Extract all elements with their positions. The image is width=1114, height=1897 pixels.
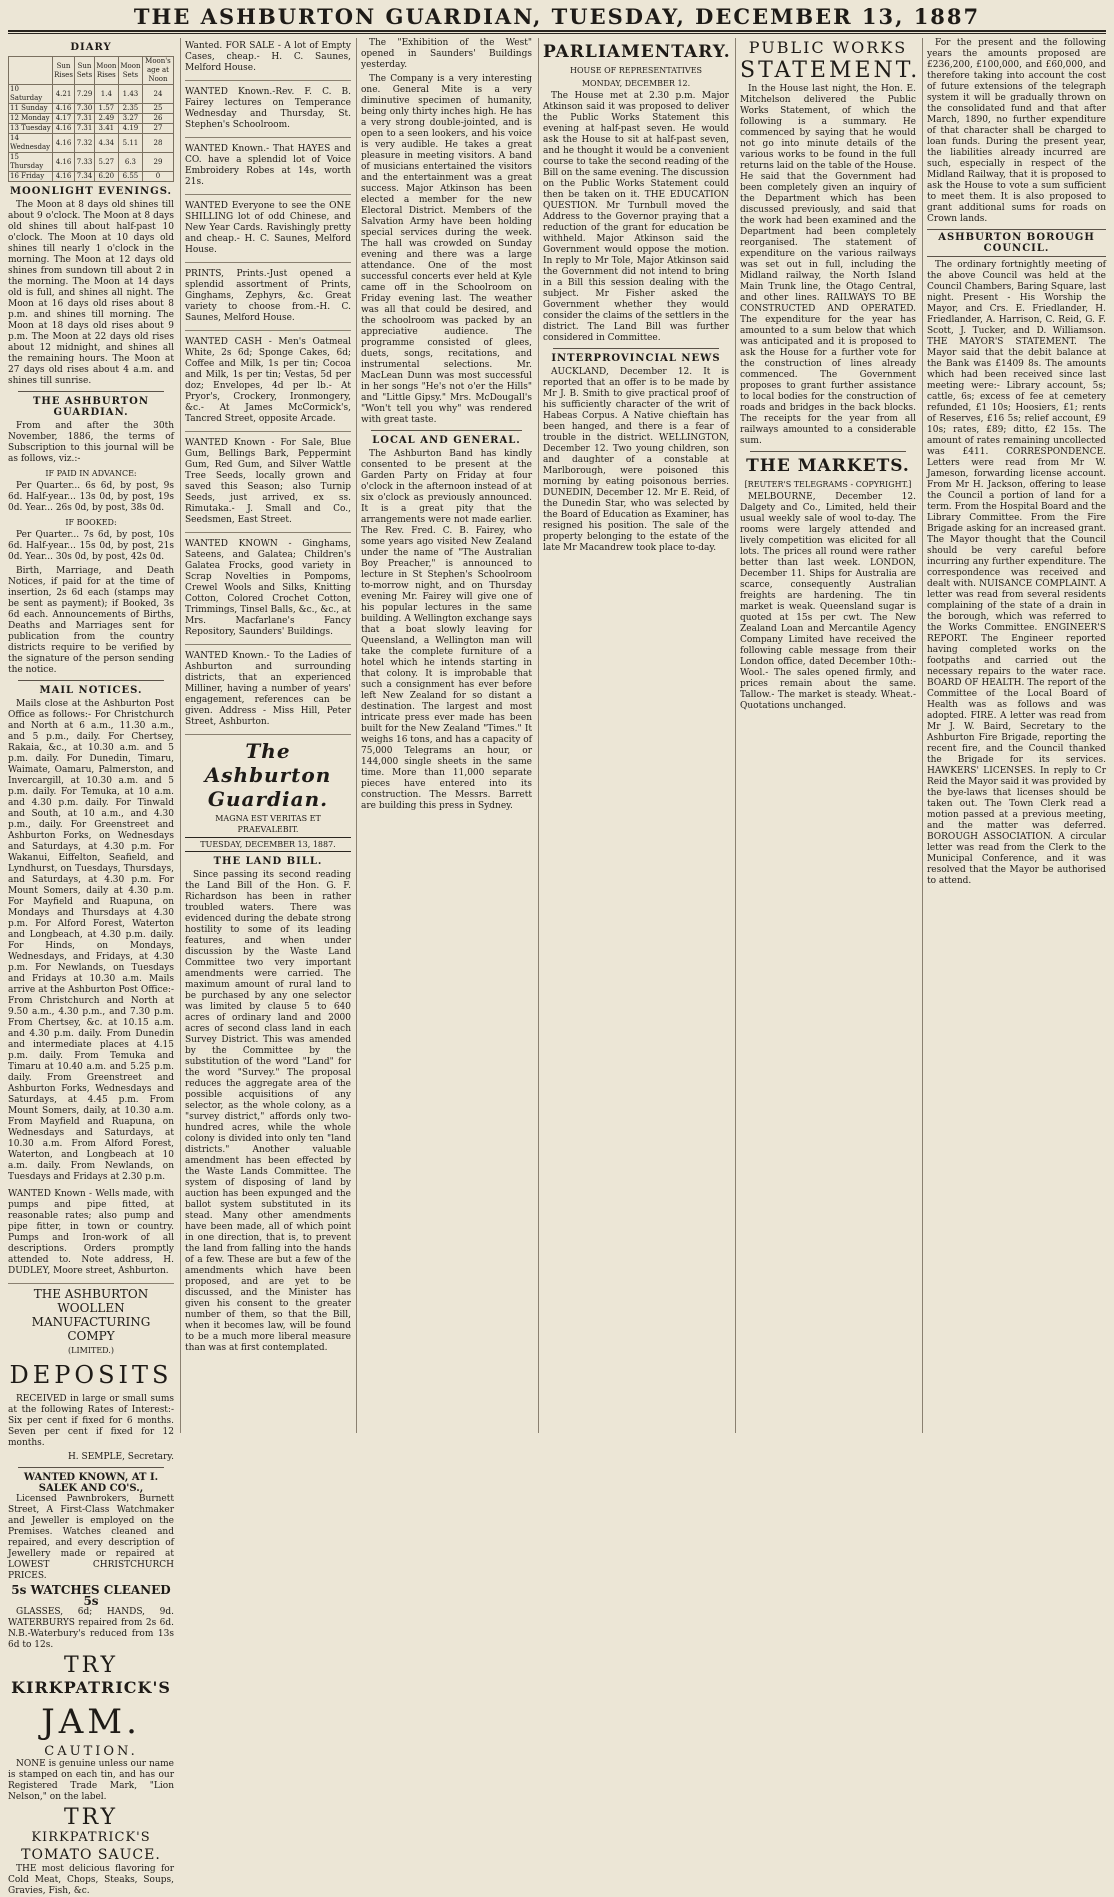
wells-ad <box>8 1186 174 1284</box>
sauce-text: THE most delicious flavoring for Cold Meat, Chops, Steaks, Soups, Gravies, Fish, &c. <box>8 1864 174 1896</box>
diary-cell: 7.30 <box>76 104 93 112</box>
diary-cell: 4.16 <box>52 104 75 114</box>
public-works-title-1: PUBLIC WORKS <box>748 38 908 57</box>
parliamentary-title: PARLIAMENTARY. <box>543 42 731 62</box>
diary-cell: 5.11 <box>118 134 142 153</box>
classified-ad <box>185 648 351 735</box>
classified-ad-text: WANTED Everyone to see the ONE SHILLING lot of odd Chinese, and New Year Cards. Ravishingly pretty and cheap.- H. C. Saunes, Melford House. <box>185 201 351 255</box>
classified-ad <box>185 435 351 533</box>
markets-sub: [REUTER'S TELEGRAMS - COPYRIGHT.] <box>744 480 912 489</box>
diary-cell: 28 <box>142 134 173 153</box>
diary-cell: 6.20 <box>94 172 118 182</box>
interprovincial-text: AUCKLAND, December 12. It is reported that an offer is to be made by Mr J. B. Smith to give practical proof of his sufficiently character of the writ of Habeas Corpus. A Native chieftain has been hanged, and there is a fear of trouble in the district. WELLINGTON, December 12. Two young children, son and daughter of a constable at Marlborough, were poisoned this morning by eating poisonous berries. DUNEDIN, December 12. Mr E. Reid, of the Dunedin Star, who was selected by the Board of Education as Examiner, has resigned his position. The sale of the property belonging to the estate of the late Mr Macandrew took place to-day. <box>543 367 729 553</box>
column-3 <box>356 38 536 1433</box>
diary-cell: 7.31 <box>76 124 93 132</box>
borough-council-text: The ordinary fortnightly meeting of the above Council was held at the Council Chambers, Baring Square, last night. Present - His Worship the Mayor, and Crs. E. Friedlander, H. Friedlander, A. Harrison, C. Reid, G. F. Scott, J. Tucker, and D. Williamson. THE MAYOR'S STATEMENT. The Mayor said that the debit balance at the Bank was £1409 8s. The amounts which had been received since last meeting were:- Library account, 5s; cattle, 6s; excess of fee at cemetery refunded, £1 10s; Hoosiers, £1; rents of Reserves, £16 5s; relief account, £9 10s; rates, £89; ditto, £2 15s. The amount of rates remaining uncollected was £411. CORRESPONDENCE. Letters were read from Mr W. Jameson, forwarding license account. From Mr H. Jackson, offering to lease the Council a portion of land for a term. From the Hospital Board and the Library Committee. From the Fire Brigade asking for an increased grant. The Mayor thought that the Council should be very careful before incurring any further expenditure. The correspondence was received and dealt with. NUISANCE COMPLAINT. A letter was read from several residents complaining of the state of a drain in the borough, which was referred to the Works Committee. ENGINEER'S REPORT. The Engineer reported having completed works on the footpaths and carried out the necessary repairs to the water race. BOARD OF HEALTH. The report of the Committee of the Local Board of Health was as follows and was adopted. FIRE. A letter was read from Mr J. W. Baird, Secretary to the Ashburton Fire Brigade, reporting the recent fire, and the Council thanked the Brigade for its services. HAWKERS' LICENSES. In reply to Cr Reid the Mayor said it was provided by the bye-laws that licenses should be taken out. The Town Clerk read a motion passed at a previous meeting, and the matter was deferred. BOROUGH ASSOCIATION. A circular letter was read from the Clerk to the Municipal Conference, and it was resolved that the Mayor be authorised to attend. <box>927 260 1106 886</box>
kirkpatrick-heading-2: KIRKPATRICK'S <box>31 1830 151 1845</box>
advance-title: IF PAID IN ADVANCE: <box>45 469 137 478</box>
interprovincial-title: INTERPROVINCIAL NEWS <box>551 353 721 364</box>
classified-ad <box>185 38 351 81</box>
diary-cell: 7.31 <box>76 114 93 122</box>
classified-ads <box>185 38 351 735</box>
parliament-text: The House met at 2.30 p.m. Major Atkinson said it was proposed to deliver the Public Works Statement this evening at half-past seven. He would ask the House to sit at half-past seven, and he thought it would be a convenient course to take the second reading of the Bill on the same evening. The discussion on the Public Works Statement could then be taken on it. THE EDUCATION QUESTION. Mr Turnbull moved the Address to the Governor praying that a reduction of the grant for education be withheld. Major Atkinson said the Government would oppose the motion. In reply to Mr Tole, Major Atkinson said the Government did not intend to bring in a Bill this session dealing with the subject. Mr Fisher asked the Government whether they would consider the claims of the settlers in the district. The Land Bill was further considered in Committee. <box>543 91 729 343</box>
diary-table <box>8 56 174 182</box>
wells-ad-text: WANTED Known - Wells made, with pumps and pipe fitted, at reasonable rates; also pump and pipe fitter, in town or country. Pumps and Iron-work of all descriptions. Orders promptly attended to. Note address, H. DUDLEY, Moore street, Ashburton. <box>8 1189 174 1276</box>
classified-ad <box>185 198 351 263</box>
diary-row <box>9 124 174 134</box>
diary-cell: 25 <box>142 104 173 114</box>
diary-cell: 2.49 <box>94 114 118 124</box>
classified-ad <box>185 536 351 645</box>
woollen-sub: (LIMITED.) <box>68 1346 114 1355</box>
caution-heading: CAUTION. <box>44 1744 138 1759</box>
local-general-text: The Ashburton Band has kindly consented to be present at the Garden Party on Friday at four o'clock in the afternoon instead of at six o'clock as previously announced. It is a great pity that the arrangements were not made earlier. The Rev. Fred. C. B. Fairey, who some years ago visited New Zealand under the name of "The Australian Boy Preacher," is announced to lecture in St Stephen's Schoolroom to-morrow night, and on Thursday evening Mr. Fairey will give one of his popular lectures in the same building. A Wellington exchange says that a boat slowly leaving for Queensland, a Wellington man will take the complete furniture of a hotel which he intends starting in that colony. It is improbable that such a consignment has ever before left New Zealand for so distant a destination. The largest and most intricate press ever made has been built for the New Zealand "Times." It weighs 16 tons, and has a capacity of 75,000 Telegrams an hour, or 144,000 single sheets in the same time. More than 11,000 separate pieces have entered into its construction. The Messrs. Barrett are building this press in Sydney. <box>361 449 532 811</box>
diary-cell: 6.55 <box>118 172 142 182</box>
diary-cell: 0 <box>142 172 173 182</box>
diary-cell: 14 Wednesday <box>9 134 53 153</box>
diary-cell: 10 Saturday <box>9 85 53 104</box>
diary-cell: 5.27 <box>94 153 118 172</box>
column-2 <box>180 38 355 1433</box>
diary-cell: 4.16 <box>52 134 75 153</box>
diary-cell: 27 <box>142 124 173 134</box>
woollen-title: THE ASHBURTON WOOLLEN MANUFACTURING COMPY <box>31 1287 151 1343</box>
diary-cell: 13 Tuesday <box>10 124 51 132</box>
diary-cell: 3.41 <box>94 124 118 134</box>
diary-row <box>9 114 174 124</box>
diary-cell: 11 Sunday <box>9 104 53 114</box>
try-heading-1: TRY <box>63 1653 119 1678</box>
notices-text: Birth, Marriage, and Death Notices, if paid for at the time of insertion, 2s 6d each (stamps may be sent as payment); if Booked, 3s 6d each. Announcements of Births, Deaths and Marriages sent for publication from the country districts require to be verified by the signature of the person sending the notice. <box>8 566 174 675</box>
caution-text: NONE is genuine unless our name is stamped on each tin, and has our Registered Trade Mark, "Lion Nelson," on the label. <box>8 1759 174 1802</box>
mail-title: MAIL NOTICES. <box>39 685 143 696</box>
diary-cell: 16 Friday <box>9 172 53 182</box>
diary-cell: 7.29 <box>75 85 94 104</box>
house-title: HOUSE OF REPRESENTATIVES <box>569 66 703 75</box>
exhibition-title: The "Exhibition of the West" opened in Saunders' Buildings yesterday. <box>361 38 532 70</box>
markets-title: THE MARKETS. <box>746 456 910 476</box>
column-4 <box>538 38 733 1433</box>
diary-header: Moon's age at Noon <box>142 57 173 85</box>
public-works-title-2: STATEMENT. <box>740 58 921 83</box>
markets-text: MELBOURNE, December 12. Dalgety and Co., Limited, held their usual weekly sale of wool to-day. The rooms were largely attended and lively competition was elicited for all lots. The prices all round were rather better than last week. LONDON, December 11. Ships for Australia are scarce, consequently Australian freights are hardening. The tin market is weak. Queensland sugar is quoted at 15s per cwt. The New Zealand Loan and Mercantile Agency Company Limited have received the following cable message from their London office, dated December 10th:- Wool.- The sales opened firmly, and prices remain about the same. Tallow.- The market is steady. Wheat.- Quotations unchanged. <box>740 492 916 711</box>
sauce-heading: TOMATO SAUCE. <box>21 1847 161 1863</box>
treasury-text: For the present and the following years the amounts proposed are £236,200, £100,000, and £60,000, and therefore taking into account the cost of future extensions of the telegraph system it will be gradually thrown on the consolidated fund and that after March, 1890, no further expenditure of that character shall be charged to loan funds. During the present year, the liabilities already incurred are such, especially in respect of the Midland Railway, that it is proposed to ask the House to vote a sum sufficient to meet them. It is also proposed to grant additional sums for roads on Crown lands. <box>927 38 1106 224</box>
classified-ad <box>185 266 351 331</box>
diary-cell: 4.17 <box>52 114 75 124</box>
diary-cell: 3.27 <box>118 114 142 124</box>
diary-row <box>9 134 174 153</box>
salek-text: Licensed Pawnbrokers, Burnett Street, A First-Class Watchmaker and Jeweller is employed on the Premises. Watches cleaned and repaired, and every description of Jewellery made or repaired at LOWEST CHRISTCHURCH PRICES. <box>8 1494 174 1581</box>
column-6 <box>922 38 1106 1433</box>
divider <box>371 430 522 431</box>
diary-cell: 2.35 <box>118 104 142 114</box>
public-works-text: In the House last night, the Hon. E. Mitchelson delivered the Public Works Statement, of which the following is a summary. He commenced by saying that he would not go into minute details of the various works to be found in the full returns laid on the table of the House. He said that the Government had been completely given an inquiry of the Department which has been discussed previously, and said that the work had been examined and the Department had been completely reorganised. The statement of expenditure on the various railways was set out in full, including the Midland railway, the North Island Main Trunk line, the Otago Central, and other lines. RAILWAYS TO BE CONSTRUCTED AND OPERATED. The expenditure for the year has amounted to a sum below that which was anticipated and it is proposed to ask the House for a further vote for the construction of lines already commenced. The Government proposes to grant further assistance to local bodies for the construction of roads and bridges in the back blocks. The receipts for the year from all railways amounted to a considerable sum. <box>740 84 916 446</box>
diary-cell: 7.32 <box>75 134 94 153</box>
diary-header <box>9 57 53 85</box>
diary-header: Moon Rises <box>94 57 118 85</box>
classified-ad <box>185 84 351 138</box>
divider <box>18 391 164 392</box>
classified-ad-text: WANTED Known.- To the Ladies of Ashburton and surrounding districts, that an experienced Milliner, having a number of years' engagement, references can be given. Address - Miss Hill, Peter Street, Ashburton. <box>185 651 351 727</box>
diary-cell: 4.19 <box>118 124 142 134</box>
diary-cell: 4.16 <box>52 153 75 172</box>
divider <box>18 1467 164 1468</box>
diary-row <box>9 172 174 182</box>
classified-ad <box>185 141 351 195</box>
diary-cell: 1.57 <box>94 104 118 114</box>
local-general-title: LOCAL AND GENERAL. <box>372 435 521 446</box>
diary-row <box>9 104 174 114</box>
classified-ad-text: Wanted. FOR SALE - A lot of Empty Cases, cheap.- H. C. Saunes, Melford House. <box>185 41 351 73</box>
divider <box>18 680 164 681</box>
diary-cell: 7.33 <box>75 153 94 172</box>
subscription-title: THE ASHBURTON GUARDIAN. <box>32 396 150 418</box>
diary-cell: 29 <box>142 153 173 172</box>
diary-cell: 12 Monday <box>9 114 53 124</box>
try-heading-2: TRY <box>63 1805 119 1830</box>
moonlight-text: The Moon at 8 days old shines till about 9 o'clock. The Moon at 8 days old shines till about half-past 10 o'clock. The Moon at 10 days old shines till nearly 1 o'clock in the morning. The Moon at 12 days old shines from sundown till about 2 in the morning. The Moon at 14 days old is full, and shines all night. The Moon at 16 days old rises about 8 p.m. and shines till morning. The Moon at 18 days old rises about 9 p.m. The Moon at 22 days old rises about 12 midnight, and shines all the remaining hours. The Moon at 27 days old rises about 4 a.m. and shines till sunrise. <box>8 200 174 386</box>
diary-header: Sun Sets <box>75 57 94 85</box>
watches-text: GLASSES, 6d; HANDS, 9d. WATERBURYS repaired from 2s 6d. N.B.-Waterbury's reduced from 13s 6d to 12s. <box>8 1607 174 1650</box>
divider <box>750 451 906 452</box>
diary-header: Moon Sets <box>118 57 142 85</box>
diary-title: DIARY <box>70 42 112 53</box>
masthead-rule <box>8 33 1106 34</box>
land-bill-title: THE LAND BILL. <box>213 856 323 867</box>
diary-cell: 4.34 <box>94 134 118 153</box>
classified-ad-text: WANTED Known - For Sale, Blue Gum, Bellings Bark, Peppermint Gum, Red Gum, and Silver Wattle Tree Seeds, locally grown and saved this Season; also Turnip Seeds, just arrived, ex ss. Rimutaka.- J. Small and Co., Seedsmen, East Street. <box>185 438 351 525</box>
paper-motto: MAGNA EST VERITAS ET PRAEVALEBIT. <box>215 814 321 834</box>
booked-rates: Per Quarter... 7s 6d, by post, 10s 6d. Half-year... 15s 0d, by post, 21s 0d. Year... 30s 0d, by post, 42s 0d. <box>8 530 174 562</box>
column-1 <box>8 38 178 1896</box>
diary-cell: 1.4 <box>94 85 118 104</box>
deposits-heading: DEPOSITS <box>9 1361 173 1389</box>
classified-ad <box>185 334 351 432</box>
salek-title: WANTED KNOWN, AT I. SALEK AND CO'S., <box>23 1472 159 1494</box>
diary-cell: 26 <box>142 114 173 124</box>
column-5 <box>735 38 920 1433</box>
paper-title: The Ashburton Guardian. <box>204 739 332 811</box>
classified-ad-text: WANTED Known.- That HAYES and CO. have a splendid lot of Voice Embroidery Robes at 14s, worth 21s. <box>185 144 351 187</box>
diary-cell: 6.3 <box>118 153 142 172</box>
diary-cell: 4.16 <box>52 172 75 182</box>
booked-title: IF BOOKED: <box>65 518 117 527</box>
diary-cell: 1.43 <box>118 85 142 104</box>
deposits-sign: H. SEMPLE, Secretary. <box>67 1452 174 1462</box>
diary-row <box>9 153 174 172</box>
mail-text: Mails close at the Ashburton Post Office as follows:- For Christchurch and North at 6 a.m., 11.30 a.m., and 5 p.m., daily. For Chertsey, Rakaia, &c., at 10.30 a.m. and 5 p.m. daily. For Dunedin, Timaru, Waimate, Oamaru, Palmerston, and Invercargill, at 10.30 a.m. and 5 p.m. daily. For Temuka, at 10 a.m. and 4.30 p.m. daily. For Tinwald and South, at 10 a.m., and 4.30 p.m., daily. For Greenstreet and Ashburton Forks, on Wednesdays and Saturdays, at 4.30 p.m. For Wakanui, Eiffelton, Seafield, and Lyndhurst, on Tuesdays, Thursdays, and Saturdays, at 4.30 p.m. For Mount Somers, daily at 4.30 p.m. For Mayfield and Ruapuna, on Mondays and Thursdays at 4.30 p.m. For Alford Forest, Waterton and Longbeach, at 4.30 p.m. daily. For Hinds, on Mondays, Wednesdays, and Fridays, at 4.30 p.m. For Newlands, on Tuesdays and Fridays at 10.30 a.m. Mails arrive at the Ashburton Post Office:- From Christchurch and North at 9.50 a.m., 4.30 p.m., and 7.30 p.m. From Chertsey, &c. at 10.15 a.m. and 4.30 p.m. daily. From Dunedin and intermediate places at 4.15 p.m. daily. From Temuka and Timaru at 10.40 a.m. and 5.25 p.m. daily. From Greenstreet and Ashburton Forks, Wednesdays and Saturdays, at 4.45 p.m. From Mount Somers, daily, at 10.30 a.m. From Mayfield and Ruapuna, on Wednesdays and Saturdays, at 10.30 a.m. From Alford Forest, Waterton, and Longbeach at 10 a.m. daily. From Newlands, on Tuesdays and Fridays at 2.30 p.m. <box>8 699 174 1182</box>
deposits-text: RECEIVED in large or small sums at the following Rates of Interest:- Six per cent if fixed for 6 months. Seven per cent if fixed for 12 months. <box>8 1394 174 1448</box>
classified-ad-text: WANTED Known.-Rev. F. C. B. Fairey lectures on Temperance Wednesday and Thursday, St. Stephen's Schoolroom. <box>185 87 351 130</box>
classified-ad-text: WANTED CASH - Men's Oatmeal White, 2s 6d; Sponge Cakes, 6d; Coffee and Milk, 1s per tin; Cocoa and Milk, 1s per tin; Vestas, 5d per doz; Envelopes, 4d per lb.- At Pryor's, Crockery, Ironmongery, &c.- At James McCormick's, Tancred Street, opposite Arcade. <box>185 337 351 424</box>
diary-cell: 4.16 <box>52 124 75 134</box>
borough-council-title: ASHBURTON BOROUGH COUNCIL. <box>927 229 1106 257</box>
diary-cell: 24 <box>142 85 173 104</box>
land-bill-text: Since passing its second reading the Land Bill of the Hon. G. F. Richardson has been in rather troubled waters. There was evidenced during the debate strong hostility to some of its leading features, and when under discussion by the Waste Land Committee two very important amendments were carried. The maximum amount of rural land to be purchased by any one selector was limited by clause 5 to 640 acres of ordinary land and 2000 acres of second class land in each Survey District. This was amended by the Committee by the substitution of the word "Land" for the word "Survey." The proposal reduces the aggregate area of the possible acquisitions of any selector, as the whole colony, as a "survey district," affords only two-hundred acres, while the whole colony is divided into only ten "land districts." Another valuable amendment has been effected by the Waste Lands Committee. The system of disposing of land by auction has been expunged and the ballot system substituted in its stead. Many other amendments have been made, all of which point in one direction, that is, to prevent the land from falling into the hands of a few. These are but a few of the amendments which have been proposed, and are yet to be discussed, and the Minister has given his consent to the greater number of them, so that the Bill, when it becomes law, will be found to be a much more liberal measure than was at first contemplated. <box>185 870 351 1353</box>
moonlight-title: MOONLIGHT EVENINGS. <box>9 186 173 197</box>
classified-ad-text: WANTED KNOWN - Ginghams, Sateens, and Galatea; Children's Galatea Frocks, good variety in Scrap Novelties in Pompoms, Crewel Wools and Silks, Knitting Cotton, Colored Crochet Cotton, Trimmings, Tinsel Balls, &c., &c., at Mrs. Macfarlane's Fancy Repository, Saunders' Buildings. <box>185 539 351 637</box>
diary-cell: 7.34 <box>76 172 93 180</box>
jam-heading: JAM. <box>41 1702 141 1742</box>
diary-header: Sun Rises <box>52 57 75 85</box>
exhibition-text: The Company is a very interesting one. General Mite is a very diminutive specimen of humanity, being only thirty inches high. He has a very strong double-jointed, and is open to a seen lookers, and his voice is very audible. He takes a great pleasure in meeting visitors. A band of musicians entertained the visitors and the entertainment was a great success. Major Atkinson has been elected a member for the new Electoral District. Members of the Salvation Army have been holding special services during the week. The hall was crowded on Sunday evening and there was a large attendance. One of the most successful concerts ever held at Kyle came off in the Schoolroom on Friday evening last. The weather was all that could be desired, and the schoolroom was packed by an appreciative audience. The programme consisted of glees, duets, songs, recitations, and instrumental selections. Mr. MacLean Dunn was most successful in her songs "He's not o'er the Hills" and "Little Gipsy." Mrs. McDougall's "Won't tell you why" was rendered with great taste. <box>361 74 532 425</box>
watches-heading: 5s WATCHES CLEANED 5s <box>11 1583 171 1608</box>
parliament-date: MONDAY, DECEMBER 12. <box>581 79 691 88</box>
diary-row <box>9 85 174 104</box>
divider <box>553 348 719 349</box>
advance-rates: Per Quarter... 6s 6d, by post, 9s 6d. Half-year... 13s 0d, by post, 19s 0d. Year... 26s 0d, by post, 38s 0d. <box>8 481 174 513</box>
kirkpatrick-heading-1: KIRKPATRICK'S <box>11 1678 171 1697</box>
classified-ad-text: PRINTS, Prints.-Just opened a splendid assortment of Prints, Ginghams, Zephyrs, &c. Great variety to choose from.-H. C. Saunes, Melford House. <box>185 269 351 323</box>
diary-cell: 15 Thursday <box>9 153 53 172</box>
paper-dateline: TUESDAY, DECEMBER 13, 1887. <box>185 837 351 852</box>
terms-text: From and after the 30th November, 1886, the terms of Subscription to this journal will be as follows, viz.:- <box>8 421 174 464</box>
newspaper-masthead: THE ASHBURTON GUARDIAN, TUESDAY, DECEMBER 13, 1887 <box>8 4 1106 32</box>
diary-cell: 4.21 <box>52 85 75 104</box>
